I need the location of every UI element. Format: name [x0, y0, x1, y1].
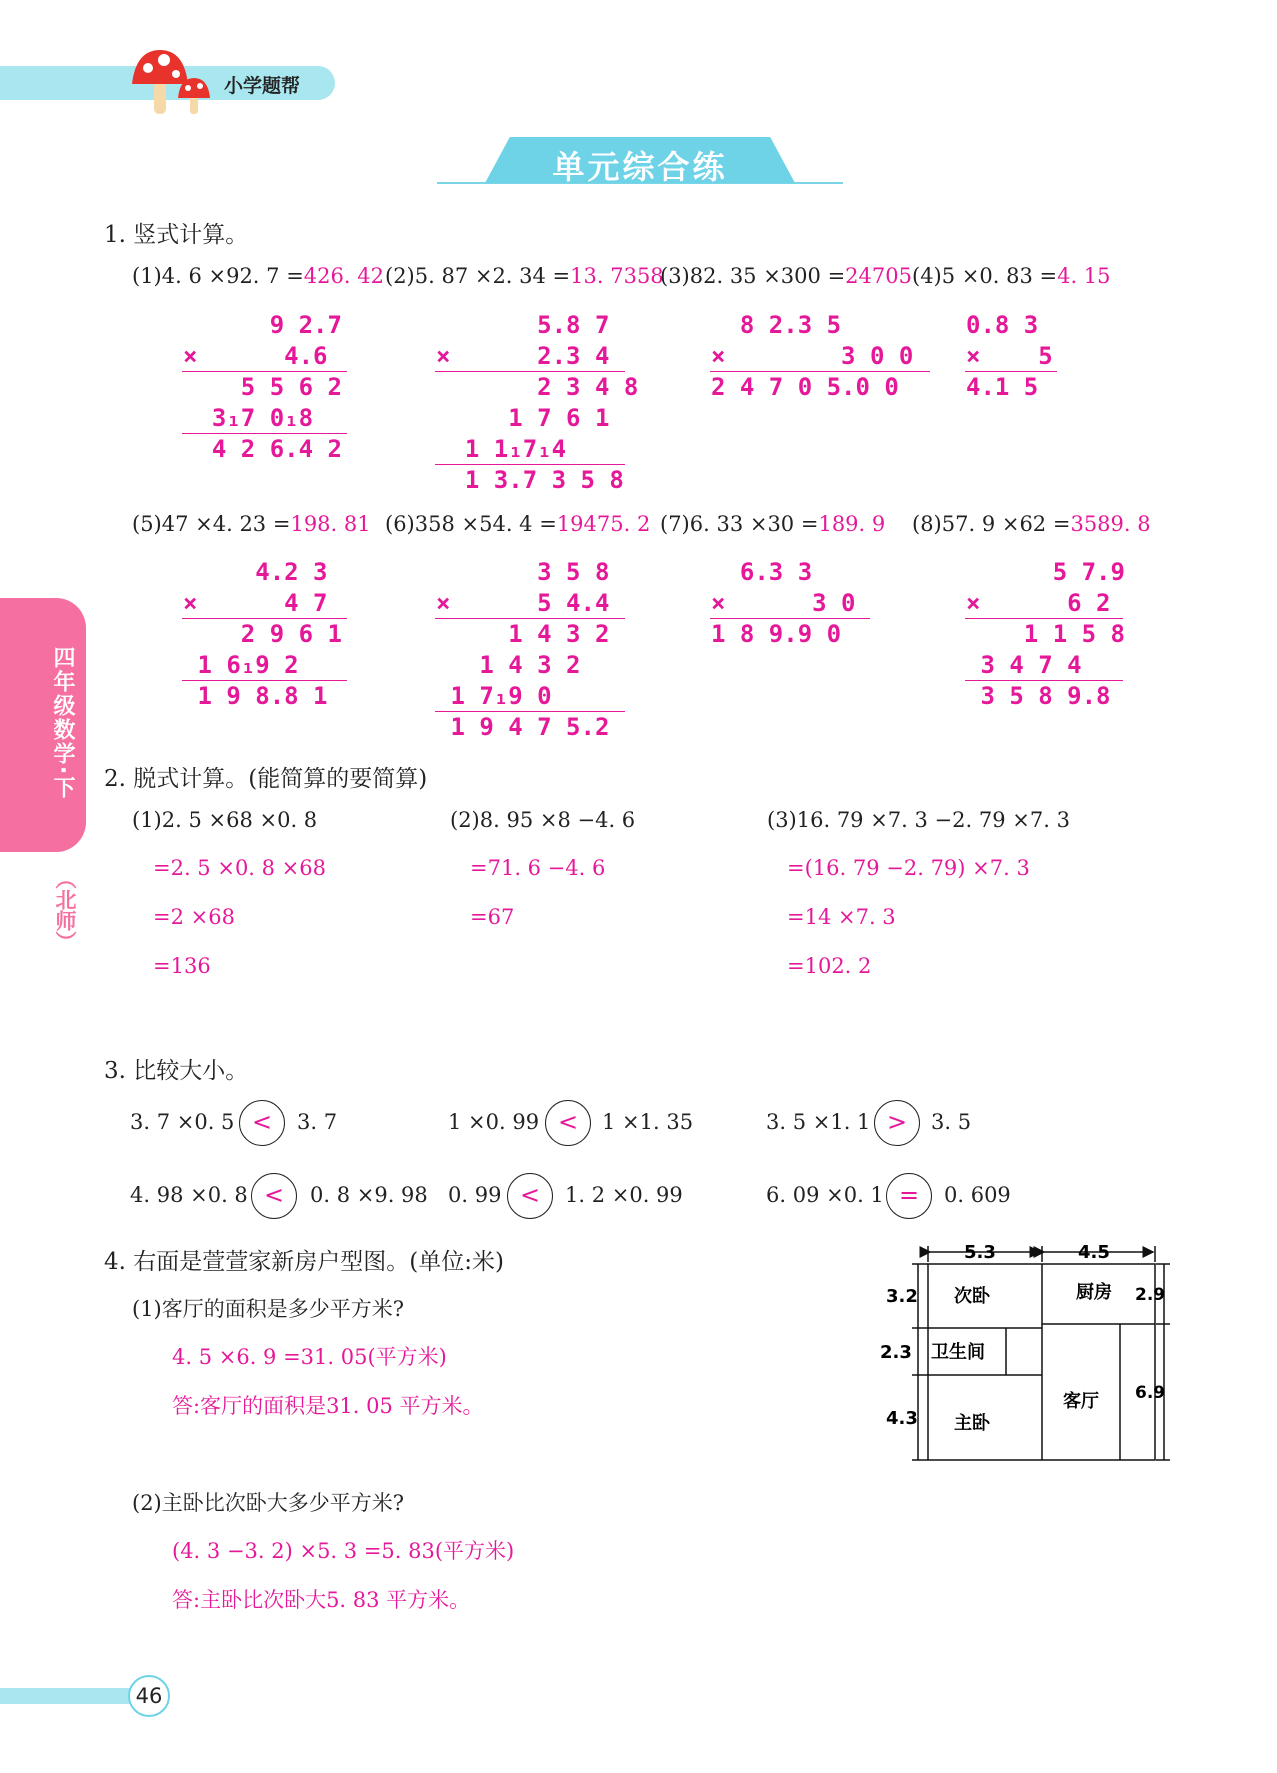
floor-plan: [880, 1238, 1170, 1478]
q1-work-7: 6.3 3 × 3 0 1 8 9.9 0: [711, 558, 856, 648]
q1-work-6: 3 5 8 × 5 4.4 1 4 3 2 1 4 3 2 1 7₁9 0 1 9 4 7 5.2: [436, 558, 610, 741]
dim-right-1: 2.9: [1135, 1285, 1166, 1305]
q1-rule: [182, 680, 347, 681]
room-master: 主卧: [954, 1413, 990, 1434]
q4-sub1-answer: 答:客厅的面积是31. 05 平方米。: [172, 1394, 484, 1418]
dim-top-left: 5.3: [964, 1242, 996, 1263]
q1-rule: [965, 618, 1123, 619]
q2-item-2-step: =67: [470, 905, 515, 929]
q1-item-5: (5)47 ×4. 23 =198. 81: [132, 512, 371, 536]
q1-rule: [435, 464, 625, 465]
mushroom-logo-icon: [128, 44, 218, 116]
q1-item-7: (7)6. 33 ×30 =189. 9: [660, 512, 886, 536]
room-living: 客厅: [1063, 1391, 1099, 1412]
room-kitchen: 厨房: [1076, 1282, 1112, 1303]
brand-label: 小学题帮: [224, 75, 301, 97]
dim-right-2: 6.9: [1135, 1383, 1166, 1403]
q1-work-2: 5.8 7 × 2.3 4 2 3 4 8 1 7 6 1 1 1₁7₁4 1 3.7 3 5 8: [436, 311, 639, 494]
q2-title: 2. 脱式计算。(能简算的要简算): [104, 766, 428, 792]
q1-rule: [435, 618, 625, 619]
q2-item-3-step: =102. 2: [787, 954, 872, 978]
q3-item-1-right: 3. 7: [297, 1110, 338, 1134]
q1-rule: [435, 711, 625, 712]
q4-sub2-calc: (4. 3 −3. 2) ×5. 3 =5. 83(平方米): [172, 1539, 515, 1563]
q2-item-3-label: (3)16. 79 ×7. 3 −2. 79 ×7. 3: [767, 808, 1070, 832]
q3-item-1-left: 3. 7 ×0. 5: [130, 1110, 235, 1134]
q4-title: 4. 右面是萱萱家新房户型图。(单位:米): [104, 1249, 504, 1275]
q1-rule: [710, 371, 930, 372]
q3-item-5-sign: <: [507, 1173, 553, 1219]
footer-band: [0, 1688, 140, 1704]
q3-item-3-sign: >: [874, 1100, 920, 1146]
side-tab-edition: （北师）: [53, 868, 77, 952]
q1-rule: [710, 618, 870, 619]
dim-left-3: 4.3: [886, 1408, 918, 1429]
q3-item-4-sign: <: [251, 1173, 297, 1219]
q3-item-2-left: 1 ×0. 99: [448, 1110, 540, 1134]
q2-item-2-label: (2)8. 95 ×8 −4. 6: [450, 808, 636, 832]
q3-item-6-sign: =: [886, 1173, 932, 1219]
q1-rule: [965, 680, 1123, 681]
q1-work-1: 9 2.7 × 4.6 5 5 6 2 3₁7 0₁8 4 2 6.4 2: [183, 311, 342, 463]
q3-item-6-left: 6. 09 ×0. 1: [766, 1183, 884, 1207]
q1-item-2: (2)5. 87 ×2. 34 =13. 7358: [385, 264, 664, 288]
q4-sub2-question: (2)主卧比次卧大多少平方米?: [132, 1491, 405, 1515]
q3-item-1-sign: <: [239, 1100, 285, 1146]
q1-item-8: (8)57. 9 ×62 =3589. 8: [912, 512, 1151, 536]
q3-item-2-right: 1 ×1. 35: [602, 1110, 694, 1134]
room-bathroom: 卫生间: [931, 1342, 985, 1363]
q4-sub1-calc: 4. 5 ×6. 9 =31. 05(平方米): [172, 1345, 447, 1369]
dim-top-right: 4.5: [1078, 1242, 1110, 1263]
q2-item-1-step: =136: [153, 954, 211, 978]
q1-rule: [182, 433, 347, 434]
q2-item-3-step: =14 ×7. 3: [787, 905, 896, 929]
q1-item-1: (1)4. 6 ×92. 7 =426. 42: [132, 264, 384, 288]
q3-item-4-right: 0. 8 ×9. 98: [310, 1183, 428, 1207]
side-tab-grade: 四年级数学·下: [50, 646, 75, 801]
q1-work-3: 8 2.3 5 × 3 0 0 2 4 7 0 5.0 0: [711, 311, 914, 401]
q3-item-3-left: 3. 5 ×1. 1: [766, 1110, 871, 1134]
q1-item-6: (6)358 ×54. 4 =19475. 2: [385, 512, 651, 536]
dim-left-1: 3.2: [886, 1286, 918, 1307]
section-title: 单元综合练: [552, 148, 728, 186]
q1-rule: [965, 371, 1057, 372]
q2-item-1-step: =2 ×68: [153, 905, 235, 929]
q3-item-2-sign: <: [545, 1100, 591, 1146]
q3-item-4-left: 4. 98 ×0. 8: [130, 1183, 248, 1207]
q2-item-2-step: =71. 6 −4. 6: [470, 856, 606, 880]
q3-item-6-right: 0. 609: [944, 1183, 1011, 1207]
q1-rule: [435, 371, 625, 372]
q2-item-3-step: =(16. 79 −2. 79) ×7. 3: [787, 856, 1030, 880]
q4-sub1-question: (1)客厅的面积是多少平方米?: [132, 1297, 405, 1321]
q3-title: 3. 比较大小。: [104, 1058, 249, 1084]
q2-item-1-label: (1)2. 5 ×68 ×0. 8: [132, 808, 318, 832]
q1-title: 1. 竖式计算。: [104, 222, 249, 248]
q4-sub2-answer: 答:主卧比次卧大5. 83 平方米。: [172, 1588, 471, 1612]
page-number: 46: [128, 1675, 170, 1717]
dim-left-2: 2.3: [880, 1342, 912, 1363]
room-bedroom2: 次卧: [954, 1286, 990, 1307]
q1-item-3: (3)82. 35 ×300 =24705: [660, 264, 912, 288]
q1-item-4: (4)5 ×0. 83 =4. 15: [912, 264, 1111, 288]
q1-rule: [182, 371, 347, 372]
q1-work-5: 4.2 3 × 4 7 2 9 6 1 1 6₁9 2 1 9 8.8 1: [183, 558, 342, 710]
q3-item-5-right: 1. 2 ×0. 99: [565, 1183, 683, 1207]
q2-item-1-step: =2. 5 ×0. 8 ×68: [153, 856, 327, 880]
q3-item-5-left: 0. 99: [448, 1183, 502, 1207]
q1-work-4: 0.8 3 × 5 4.1 5: [966, 311, 1053, 401]
q1-work-8: 5 7.9 × 6 2 1 1 5 8 3 4 7 4 3 5 8 9.8: [966, 558, 1125, 710]
q3-item-3-right: 3. 5: [931, 1110, 972, 1134]
q1-rule: [182, 618, 347, 619]
